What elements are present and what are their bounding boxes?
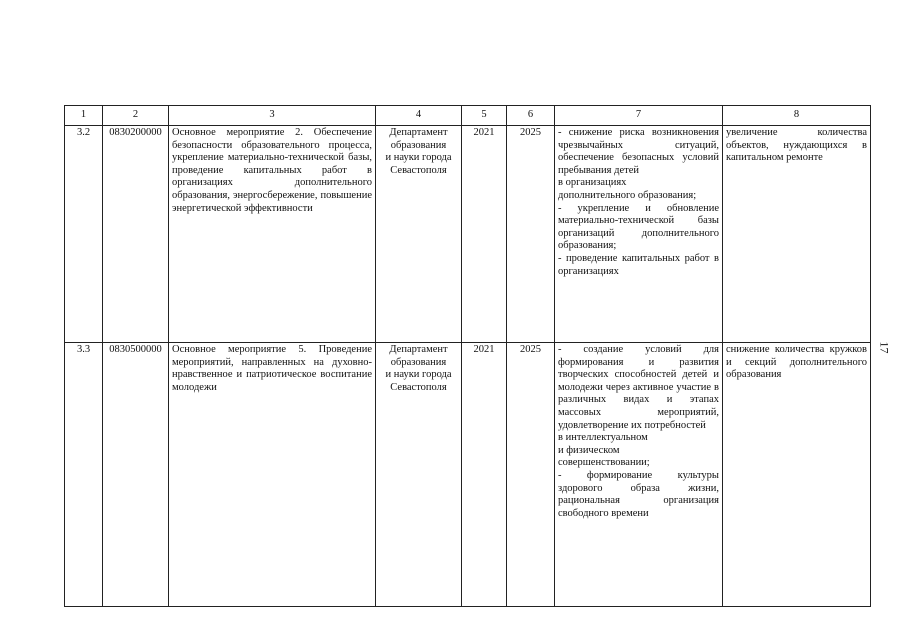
executor-line: и науки города [385, 369, 452, 381]
start-year: 2021 [462, 343, 507, 607]
row-number: 3.3 [65, 343, 103, 607]
result-line: в организациях [558, 177, 627, 189]
header-cell: 7 [555, 106, 723, 126]
result-line: - проведение капитальных работ в организациях [558, 252, 719, 277]
event-description: Основное мероприятие 2. Обеспечение безопасности образовательного процесса, укрепление материально-технической базы, проведение капитальных работ в организациях дополнительного образования, энергосбережение, повышение энергетической эффективности [169, 126, 376, 343]
page-number: 17 [877, 341, 892, 354]
table-row [65, 126, 871, 343]
result-line: - снижение риска возникновения чрезвычайных ситуаций, обеспечение безопасных условий пребывания детей [558, 127, 719, 176]
header-cell: 2 [103, 106, 169, 126]
result-line: дополнительного образования; [558, 189, 697, 201]
header-cell: 3 [169, 106, 376, 126]
expected-result [555, 343, 723, 607]
header-cell: 1 [65, 106, 103, 126]
executor-line: и науки города [385, 152, 452, 164]
executor-line: образования [390, 356, 447, 368]
executor-line: образования [390, 139, 447, 151]
header-cell: 5 [462, 106, 507, 126]
result-line: - формирование культуры здорового образа жизни, рациональная организация свободного времени [558, 469, 719, 519]
header-cell: 8 [723, 106, 871, 126]
executor-line: Департамент [389, 344, 448, 355]
event-description: Основное мероприятие 5. Проведение мероприятий, направленных на духовно-нравственное и патриотическое воспитание молодежи [169, 343, 376, 607]
header-cell: 6 [507, 106, 555, 126]
result-line: и физическом [558, 444, 620, 456]
executor [376, 126, 462, 343]
expected-result [555, 126, 723, 343]
budget-code: 0830200000 [103, 126, 169, 343]
result-line: - создание условий для формирования и развития творческих способностей детей и молодежи через активное участие в различных видах и этапах массовых мероприятий, удовлетворение их потребностей [558, 344, 719, 431]
table-header-row [65, 106, 871, 126]
end-year: 2025 [507, 126, 555, 343]
executor-line: Департамент [389, 127, 448, 138]
table-row [65, 343, 871, 607]
result-line: в интеллектуальном [558, 432, 648, 444]
activities-table [64, 105, 871, 607]
indicator: снижение количества кружков и секций дополнительного образования [723, 343, 871, 607]
start-year: 2021 [462, 126, 507, 343]
executor-line: Севастополя [390, 381, 447, 393]
budget-code: 0830500000 [103, 343, 169, 607]
end-year: 2025 [507, 343, 555, 607]
executor [376, 343, 462, 607]
executor-line: Севастополя [390, 164, 447, 176]
result-line: - укрепление и обновление материально-технической базы организаций дополнительного образования; [558, 202, 719, 252]
indicator: увеличение количества объектов, нуждающихся в капитальном ремонте [723, 126, 871, 343]
row-number: 3.2 [65, 126, 103, 343]
header-cell: 4 [376, 106, 462, 126]
result-line: совершенствовании; [558, 457, 650, 469]
